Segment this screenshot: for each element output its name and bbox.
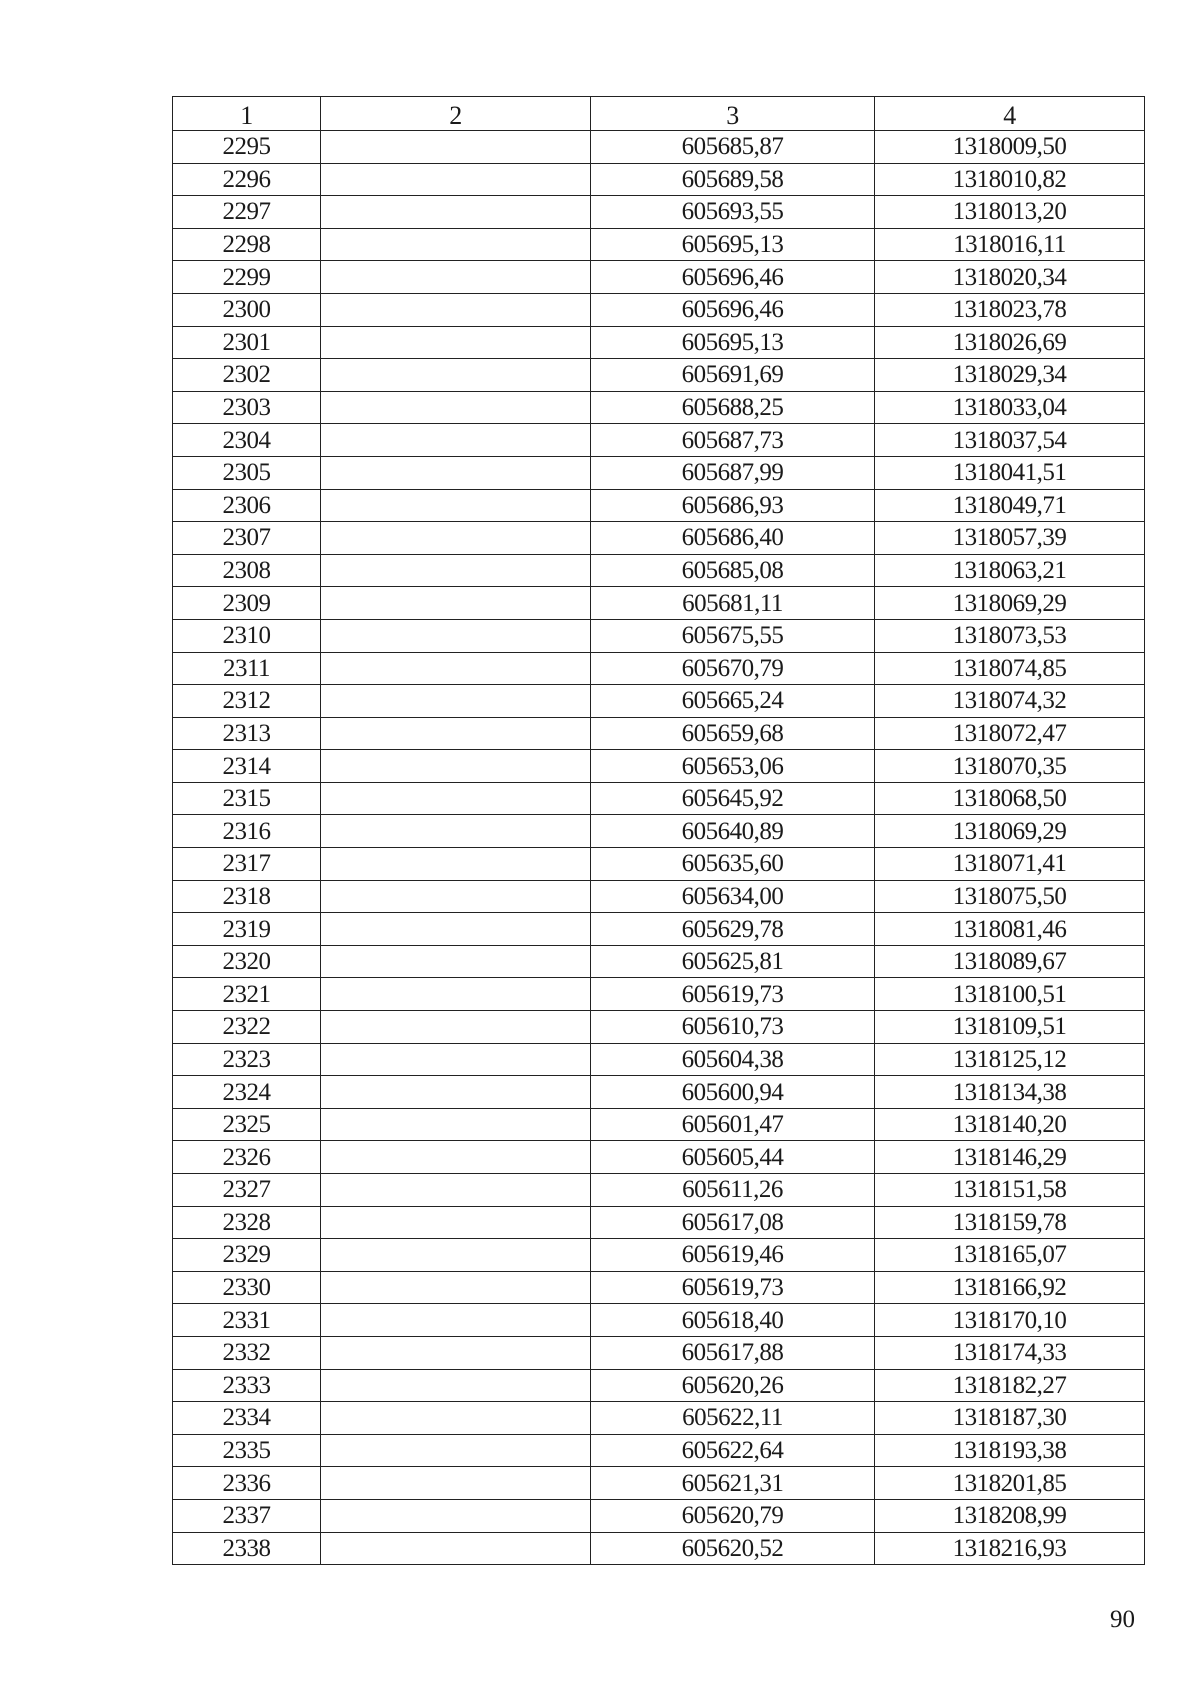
description-cell [321, 1467, 591, 1500]
y-coordinate-cell: 1318026,69 [875, 326, 1145, 359]
description-cell [321, 1141, 591, 1174]
table-row [173, 1206, 1145, 1239]
description-cell [321, 456, 591, 489]
y-coordinate-cell: 1318075,50 [875, 880, 1145, 913]
x-coordinate-cell: 605688,25 [591, 391, 875, 424]
x-coordinate-cell: 605619,46 [591, 1239, 875, 1272]
table-row [173, 619, 1145, 652]
table-row [173, 1076, 1145, 1109]
point-number-cell: 2315 [173, 782, 321, 815]
x-coordinate-cell: 605621,31 [591, 1467, 875, 1500]
x-coordinate-cell: 605600,94 [591, 1076, 875, 1109]
description-cell [321, 717, 591, 750]
description-cell [321, 163, 591, 196]
x-coordinate-cell: 605625,81 [591, 945, 875, 978]
point-number-cell: 2299 [173, 261, 321, 294]
point-number-cell: 2332 [173, 1336, 321, 1369]
table-row [173, 913, 1145, 946]
x-coordinate-cell: 605653,06 [591, 750, 875, 783]
description-cell [321, 1402, 591, 1435]
description-cell [321, 815, 591, 848]
x-coordinate-cell: 605645,92 [591, 782, 875, 815]
table-row [173, 1434, 1145, 1467]
x-coordinate-cell: 605686,40 [591, 522, 875, 555]
description-cell [321, 424, 591, 457]
point-number-cell: 2297 [173, 196, 321, 229]
point-number-cell: 2318 [173, 880, 321, 913]
y-coordinate-cell: 1318013,20 [875, 196, 1145, 229]
description-cell [321, 1434, 591, 1467]
table-row [173, 815, 1145, 848]
y-coordinate-cell: 1318140,20 [875, 1108, 1145, 1141]
table-row [173, 782, 1145, 815]
point-number-cell: 2320 [173, 945, 321, 978]
y-coordinate-cell: 1318070,35 [875, 750, 1145, 783]
description-cell [321, 913, 591, 946]
y-coordinate-cell: 1318182,27 [875, 1369, 1145, 1402]
y-coordinate-cell: 1318073,53 [875, 619, 1145, 652]
x-coordinate-cell: 605619,73 [591, 1271, 875, 1304]
y-coordinate-cell: 1318009,50 [875, 131, 1145, 164]
x-coordinate-cell: 605691,69 [591, 359, 875, 392]
y-coordinate-cell: 1318151,58 [875, 1174, 1145, 1207]
table-row [173, 391, 1145, 424]
table-row [173, 685, 1145, 718]
point-number-cell: 2295 [173, 131, 321, 164]
y-coordinate-cell: 1318125,12 [875, 1043, 1145, 1076]
x-coordinate-cell: 605689,58 [591, 163, 875, 196]
point-number-cell: 2321 [173, 978, 321, 1011]
point-number-cell: 2303 [173, 391, 321, 424]
x-coordinate-cell: 605620,79 [591, 1499, 875, 1532]
table-row [173, 1043, 1145, 1076]
y-coordinate-cell: 1318069,29 [875, 815, 1145, 848]
point-number-cell: 2326 [173, 1141, 321, 1174]
description-cell [321, 261, 591, 294]
x-coordinate-cell: 605617,08 [591, 1206, 875, 1239]
y-coordinate-cell: 1318174,33 [875, 1336, 1145, 1369]
description-cell [321, 619, 591, 652]
y-coordinate-cell: 1318159,78 [875, 1206, 1145, 1239]
y-coordinate-cell: 1318216,93 [875, 1532, 1145, 1565]
table-row [173, 1174, 1145, 1207]
x-coordinate-cell: 605696,46 [591, 261, 875, 294]
table-row [173, 652, 1145, 685]
y-coordinate-cell: 1318170,10 [875, 1304, 1145, 1337]
point-number-cell: 2301 [173, 326, 321, 359]
point-number-cell: 2311 [173, 652, 321, 685]
x-coordinate-cell: 605687,99 [591, 456, 875, 489]
point-number-cell: 2323 [173, 1043, 321, 1076]
description-cell [321, 359, 591, 392]
x-coordinate-cell: 605675,55 [591, 619, 875, 652]
point-number-cell: 2337 [173, 1499, 321, 1532]
description-cell [321, 1304, 591, 1337]
y-coordinate-cell: 1318109,51 [875, 1011, 1145, 1044]
y-coordinate-cell: 1318071,41 [875, 848, 1145, 881]
table-row [173, 163, 1145, 196]
y-coordinate-cell: 1318081,46 [875, 913, 1145, 946]
table-header-row [173, 97, 1145, 131]
table-row [173, 1239, 1145, 1272]
column-header-2: 2 [321, 97, 591, 131]
description-cell [321, 1174, 591, 1207]
description-cell [321, 554, 591, 587]
x-coordinate-cell: 605617,88 [591, 1336, 875, 1369]
point-number-cell: 2327 [173, 1174, 321, 1207]
point-number-cell: 2316 [173, 815, 321, 848]
y-coordinate-cell: 1318057,39 [875, 522, 1145, 555]
point-number-cell: 2328 [173, 1206, 321, 1239]
point-number-cell: 2305 [173, 456, 321, 489]
y-coordinate-cell: 1318033,04 [875, 391, 1145, 424]
coordinates-table [172, 96, 1145, 1565]
y-coordinate-cell: 1318068,50 [875, 782, 1145, 815]
table-header [173, 97, 1145, 131]
description-cell [321, 326, 591, 359]
x-coordinate-cell: 605611,26 [591, 1174, 875, 1207]
y-coordinate-cell: 1318016,11 [875, 228, 1145, 261]
column-header-1: 1 [173, 97, 321, 131]
description-cell [321, 1369, 591, 1402]
table-row [173, 1304, 1145, 1337]
point-number-cell: 2304 [173, 424, 321, 457]
description-cell [321, 1499, 591, 1532]
x-coordinate-cell: 605622,64 [591, 1434, 875, 1467]
description-cell [321, 1336, 591, 1369]
table-row [173, 1108, 1145, 1141]
y-coordinate-cell: 1318037,54 [875, 424, 1145, 457]
x-coordinate-cell: 605601,47 [591, 1108, 875, 1141]
point-number-cell: 2308 [173, 554, 321, 587]
y-coordinate-cell: 1318089,67 [875, 945, 1145, 978]
y-coordinate-cell: 1318069,29 [875, 587, 1145, 620]
point-number-cell: 2324 [173, 1076, 321, 1109]
x-coordinate-cell: 605619,73 [591, 978, 875, 1011]
table-row [173, 424, 1145, 457]
description-cell [321, 848, 591, 881]
description-cell [321, 652, 591, 685]
x-coordinate-cell: 605695,13 [591, 326, 875, 359]
table-row [173, 1402, 1145, 1435]
description-cell [321, 1108, 591, 1141]
point-number-cell: 2302 [173, 359, 321, 392]
table-row [173, 131, 1145, 164]
description-cell [321, 880, 591, 913]
table-row [173, 456, 1145, 489]
table-row [173, 1011, 1145, 1044]
table-row [173, 228, 1145, 261]
x-coordinate-cell: 605665,24 [591, 685, 875, 718]
description-cell [321, 1239, 591, 1272]
description-cell [321, 522, 591, 555]
table-row [173, 359, 1145, 392]
description-cell [321, 1043, 591, 1076]
x-coordinate-cell: 605618,40 [591, 1304, 875, 1337]
table-row [173, 522, 1145, 555]
x-coordinate-cell: 605635,60 [591, 848, 875, 881]
x-coordinate-cell: 605685,87 [591, 131, 875, 164]
x-coordinate-cell: 605640,89 [591, 815, 875, 848]
point-number-cell: 2310 [173, 619, 321, 652]
y-coordinate-cell: 1318193,38 [875, 1434, 1145, 1467]
y-coordinate-cell: 1318072,47 [875, 717, 1145, 750]
y-coordinate-cell: 1318029,34 [875, 359, 1145, 392]
point-number-cell: 2317 [173, 848, 321, 881]
description-cell [321, 978, 591, 1011]
table-row [173, 1499, 1145, 1532]
table-row [173, 978, 1145, 1011]
table-row [173, 293, 1145, 326]
description-cell [321, 782, 591, 815]
x-coordinate-cell: 605605,44 [591, 1141, 875, 1174]
point-number-cell: 2314 [173, 750, 321, 783]
point-number-cell: 2296 [173, 163, 321, 196]
y-coordinate-cell: 1318010,82 [875, 163, 1145, 196]
table-row [173, 587, 1145, 620]
table-row [173, 196, 1145, 229]
x-coordinate-cell: 605681,11 [591, 587, 875, 620]
table-row [173, 489, 1145, 522]
y-coordinate-cell: 1318041,51 [875, 456, 1145, 489]
point-number-cell: 2307 [173, 522, 321, 555]
x-coordinate-cell: 605629,78 [591, 913, 875, 946]
x-coordinate-cell: 605686,93 [591, 489, 875, 522]
description-cell [321, 1206, 591, 1239]
y-coordinate-cell: 1318020,34 [875, 261, 1145, 294]
x-coordinate-cell: 605620,26 [591, 1369, 875, 1402]
table-row [173, 880, 1145, 913]
point-number-cell: 2298 [173, 228, 321, 261]
point-number-cell: 2325 [173, 1108, 321, 1141]
table-body [173, 131, 1145, 1565]
point-number-cell: 2338 [173, 1532, 321, 1565]
table-row [173, 1369, 1145, 1402]
table-row [173, 261, 1145, 294]
x-coordinate-cell: 605685,08 [591, 554, 875, 587]
description-cell [321, 391, 591, 424]
x-coordinate-cell: 605693,55 [591, 196, 875, 229]
x-coordinate-cell: 605622,11 [591, 1402, 875, 1435]
table-row [173, 1532, 1145, 1565]
y-coordinate-cell: 1318165,07 [875, 1239, 1145, 1272]
y-coordinate-cell: 1318074,32 [875, 685, 1145, 718]
x-coordinate-cell: 605696,46 [591, 293, 875, 326]
table-row [173, 848, 1145, 881]
point-number-cell: 2330 [173, 1271, 321, 1304]
point-number-cell: 2335 [173, 1434, 321, 1467]
description-cell [321, 685, 591, 718]
y-coordinate-cell: 1318100,51 [875, 978, 1145, 1011]
point-number-cell: 2333 [173, 1369, 321, 1402]
point-number-cell: 2322 [173, 1011, 321, 1044]
table-row [173, 1141, 1145, 1174]
description-cell [321, 1271, 591, 1304]
table-row [173, 1467, 1145, 1500]
column-header-4: 4 [875, 97, 1145, 131]
y-coordinate-cell: 1318146,29 [875, 1141, 1145, 1174]
description-cell [321, 750, 591, 783]
x-coordinate-cell: 605604,38 [591, 1043, 875, 1076]
page-number: 90 [1110, 1606, 1135, 1633]
point-number-cell: 2309 [173, 587, 321, 620]
description-cell [321, 587, 591, 620]
x-coordinate-cell: 605659,68 [591, 717, 875, 750]
x-coordinate-cell: 605620,52 [591, 1532, 875, 1565]
y-coordinate-cell: 1318166,92 [875, 1271, 1145, 1304]
table-row [173, 717, 1145, 750]
table-row [173, 326, 1145, 359]
point-number-cell: 2329 [173, 1239, 321, 1272]
point-number-cell: 2306 [173, 489, 321, 522]
x-coordinate-cell: 605687,73 [591, 424, 875, 457]
table-row [173, 1271, 1145, 1304]
y-coordinate-cell: 1318063,21 [875, 554, 1145, 587]
description-cell [321, 196, 591, 229]
table-row [173, 554, 1145, 587]
point-number-cell: 2300 [173, 293, 321, 326]
y-coordinate-cell: 1318208,99 [875, 1499, 1145, 1532]
description-cell [321, 293, 591, 326]
x-coordinate-cell: 605670,79 [591, 652, 875, 685]
point-number-cell: 2331 [173, 1304, 321, 1337]
y-coordinate-cell: 1318201,85 [875, 1467, 1145, 1500]
x-coordinate-cell: 605610,73 [591, 1011, 875, 1044]
table-row [173, 945, 1145, 978]
y-coordinate-cell: 1318134,38 [875, 1076, 1145, 1109]
description-cell [321, 489, 591, 522]
y-coordinate-cell: 1318074,85 [875, 652, 1145, 685]
x-coordinate-cell: 605695,13 [591, 228, 875, 261]
table-row [173, 750, 1145, 783]
description-cell [321, 1011, 591, 1044]
point-number-cell: 2336 [173, 1467, 321, 1500]
table-row [173, 1336, 1145, 1369]
description-cell [321, 228, 591, 261]
point-number-cell: 2319 [173, 913, 321, 946]
y-coordinate-cell: 1318049,71 [875, 489, 1145, 522]
description-cell [321, 945, 591, 978]
y-coordinate-cell: 1318023,78 [875, 293, 1145, 326]
description-cell [321, 1532, 591, 1565]
column-header-3: 3 [591, 97, 875, 131]
point-number-cell: 2313 [173, 717, 321, 750]
y-coordinate-cell: 1318187,30 [875, 1402, 1145, 1435]
x-coordinate-cell: 605634,00 [591, 880, 875, 913]
point-number-cell: 2312 [173, 685, 321, 718]
description-cell [321, 131, 591, 164]
description-cell [321, 1076, 591, 1109]
point-number-cell: 2334 [173, 1402, 321, 1435]
